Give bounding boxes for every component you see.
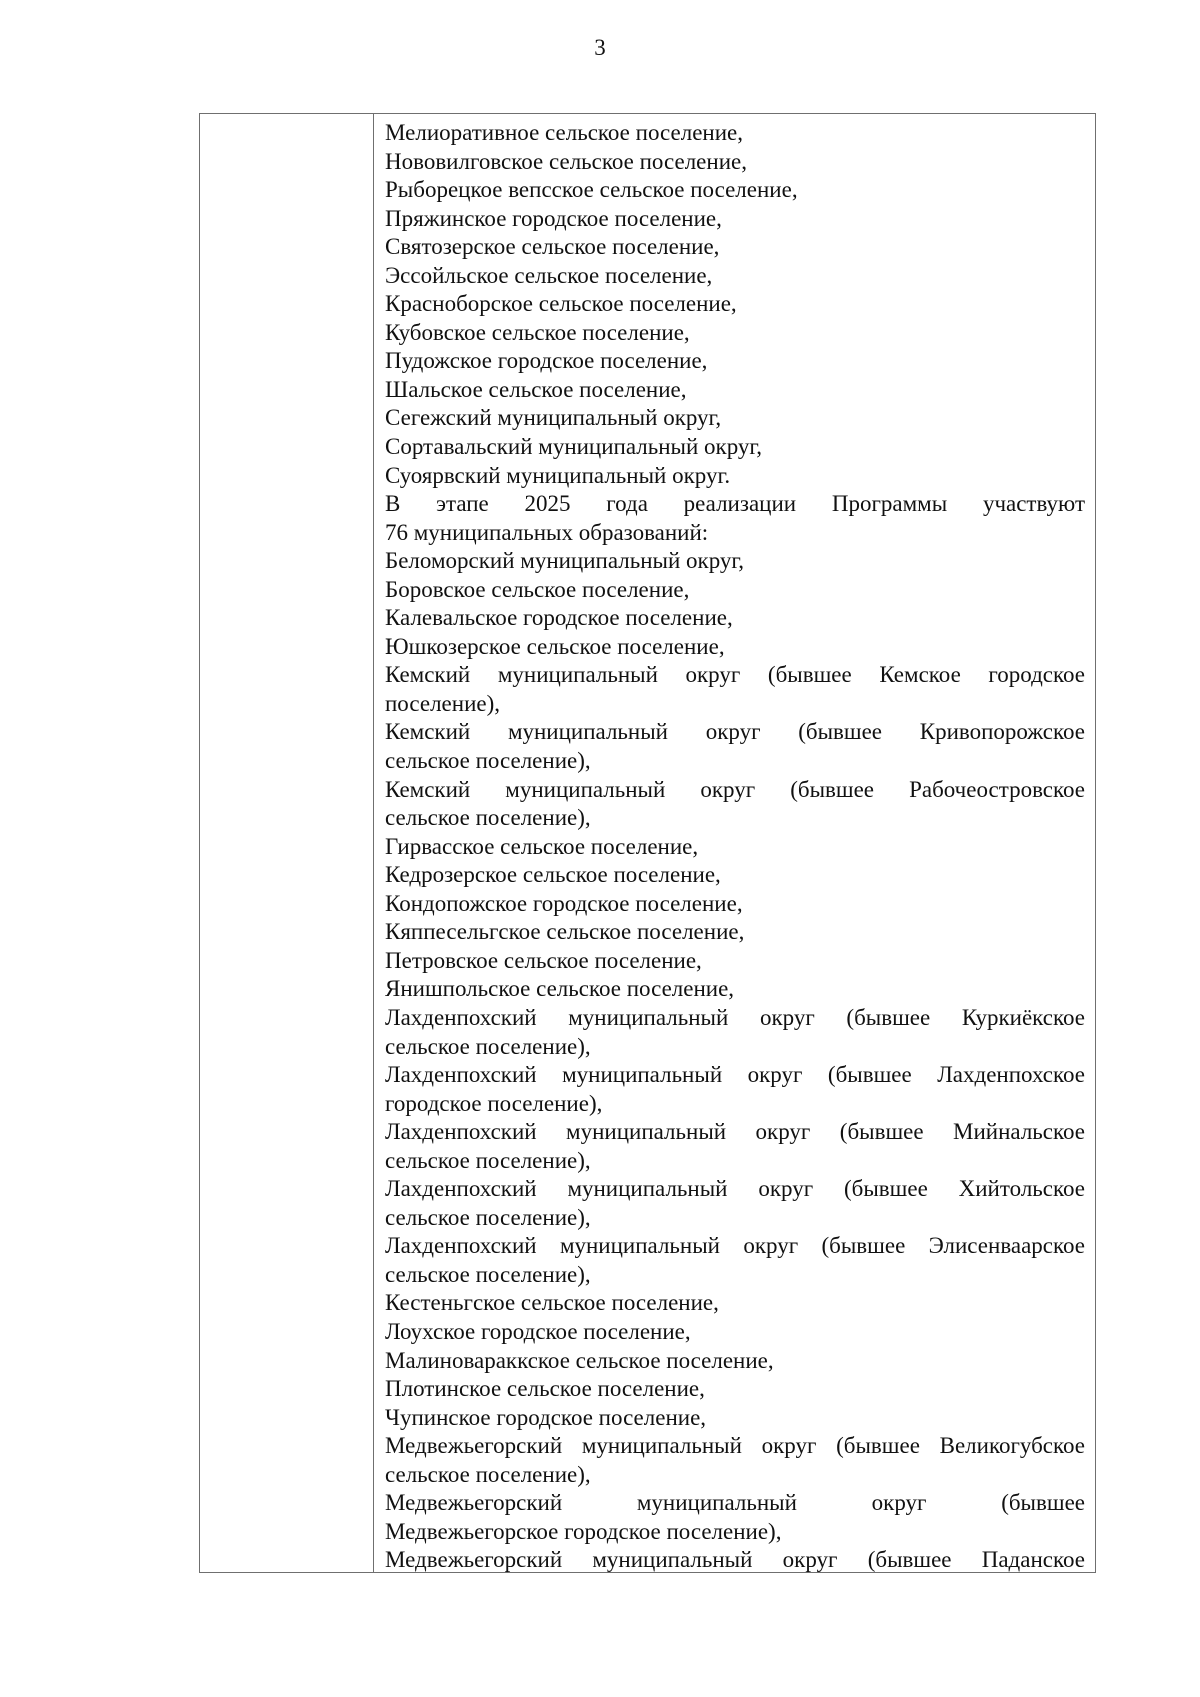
text-line: Калевальское городское поселение,	[385, 605, 733, 631]
text-line: Пряжинское городское поселение,	[385, 205, 722, 231]
text-line: Кемский муниципальный округ (бывшее Рабочеостровское	[385, 776, 1085, 802]
page-number: 3	[594, 35, 606, 60]
text-line: Юшкозерское сельское поселение,	[385, 633, 725, 659]
text-line: Кондопожское городское поселение,	[385, 890, 743, 916]
text-line: Боровское сельское поселение,	[385, 576, 690, 602]
text-line: Сортавальский муниципальный округ,	[385, 434, 763, 460]
text-line: поселение),	[385, 690, 500, 716]
text-line: городское поселение),	[385, 1090, 603, 1116]
text-line: Лоухское городское поселение,	[385, 1318, 691, 1344]
text-line: Малиновараккское сельское поселение,	[385, 1347, 774, 1373]
text-line: 76 муниципальных образований:	[385, 519, 709, 545]
text-line: Святозерское сельское поселение,	[385, 234, 720, 260]
text-line: сельское поселение),	[385, 1147, 591, 1173]
text-line: Нововилговское сельское поселение,	[385, 148, 747, 174]
document-table	[199, 113, 1096, 1573]
text-line: Кемский муниципальный округ (бывшее Кемское городское	[385, 662, 1085, 688]
text-line: сельское поселение),	[385, 748, 591, 774]
text-line: Кедрозерское сельское поселение,	[385, 862, 721, 888]
text-line: Медвежьегорский муниципальный округ (бывшее Великогубское	[385, 1433, 1085, 1459]
text-line: Пудожское городское поселение,	[385, 348, 708, 374]
text-line: Кемский муниципальный округ (бывшее Кривопорожское	[385, 719, 1085, 745]
text-line: Суоярвский муниципальный округ.	[385, 462, 731, 488]
text-line: Эссойльское сельское поселение,	[385, 262, 713, 288]
text-line: Петровское сельское поселение,	[385, 947, 702, 973]
text-line: В этапе 2025 года реализации Программы участвуют	[385, 491, 1085, 517]
table-left-cell	[200, 114, 374, 1572]
text-line: сельское поселение),	[385, 1261, 591, 1287]
text-line: Беломорский муниципальный округ,	[385, 548, 745, 574]
text-line: Сегежский муниципальный округ,	[385, 405, 722, 431]
text-line: сельское поселение),	[385, 1033, 591, 1059]
text-line: Лахденпохский муниципальный округ (бывшее Лахденпохское	[385, 1062, 1085, 1088]
table-right-cell	[385, 119, 1085, 1575]
text-line: Кестеньгское сельское поселение,	[385, 1290, 719, 1316]
text-line: Мелиоративное сельское поселение,	[385, 120, 743, 145]
text-line: Красноборское сельское поселение,	[385, 291, 737, 317]
text-line: Медвежьегорский муниципальный округ (бывшее Паданское	[385, 1547, 1085, 1573]
text-line: Кяппесельгское сельское поселение,	[385, 919, 745, 945]
text-line: Плотинское сельское поселение,	[385, 1376, 705, 1402]
text-line: сельское поселение),	[385, 1461, 591, 1487]
text-line: сельское поселение),	[385, 1204, 591, 1230]
text-line: Чупинское городское поселение,	[385, 1404, 707, 1430]
text-line: сельское поселение),	[385, 805, 591, 831]
text-line: Медвежьегорский муниципальный округ (бывшее	[385, 1490, 1085, 1516]
text-line: Шальское сельское поселение,	[385, 376, 687, 402]
text-line: Янишпольское сельское поселение,	[385, 976, 735, 1002]
text-line: Рыборецкое вепсское сельское поселение,	[385, 177, 798, 203]
text-line: Кубовское сельское поселение,	[385, 319, 690, 345]
text-line: Медвежьегорское городское поселение),	[385, 1518, 782, 1544]
text-line: Лахденпохский муниципальный округ (бывшее Куркиёкское	[385, 1004, 1085, 1030]
text-line: Лахденпохский муниципальный округ (бывшее Мийнальское	[385, 1119, 1085, 1145]
text-line: Лахденпохский муниципальный округ (бывшее Хийтольское	[385, 1176, 1085, 1202]
text-line: Гирвасское сельское поселение,	[385, 833, 699, 859]
text-line: Лахденпохский муниципальный округ (бывшее Элисенваарское	[385, 1233, 1085, 1259]
